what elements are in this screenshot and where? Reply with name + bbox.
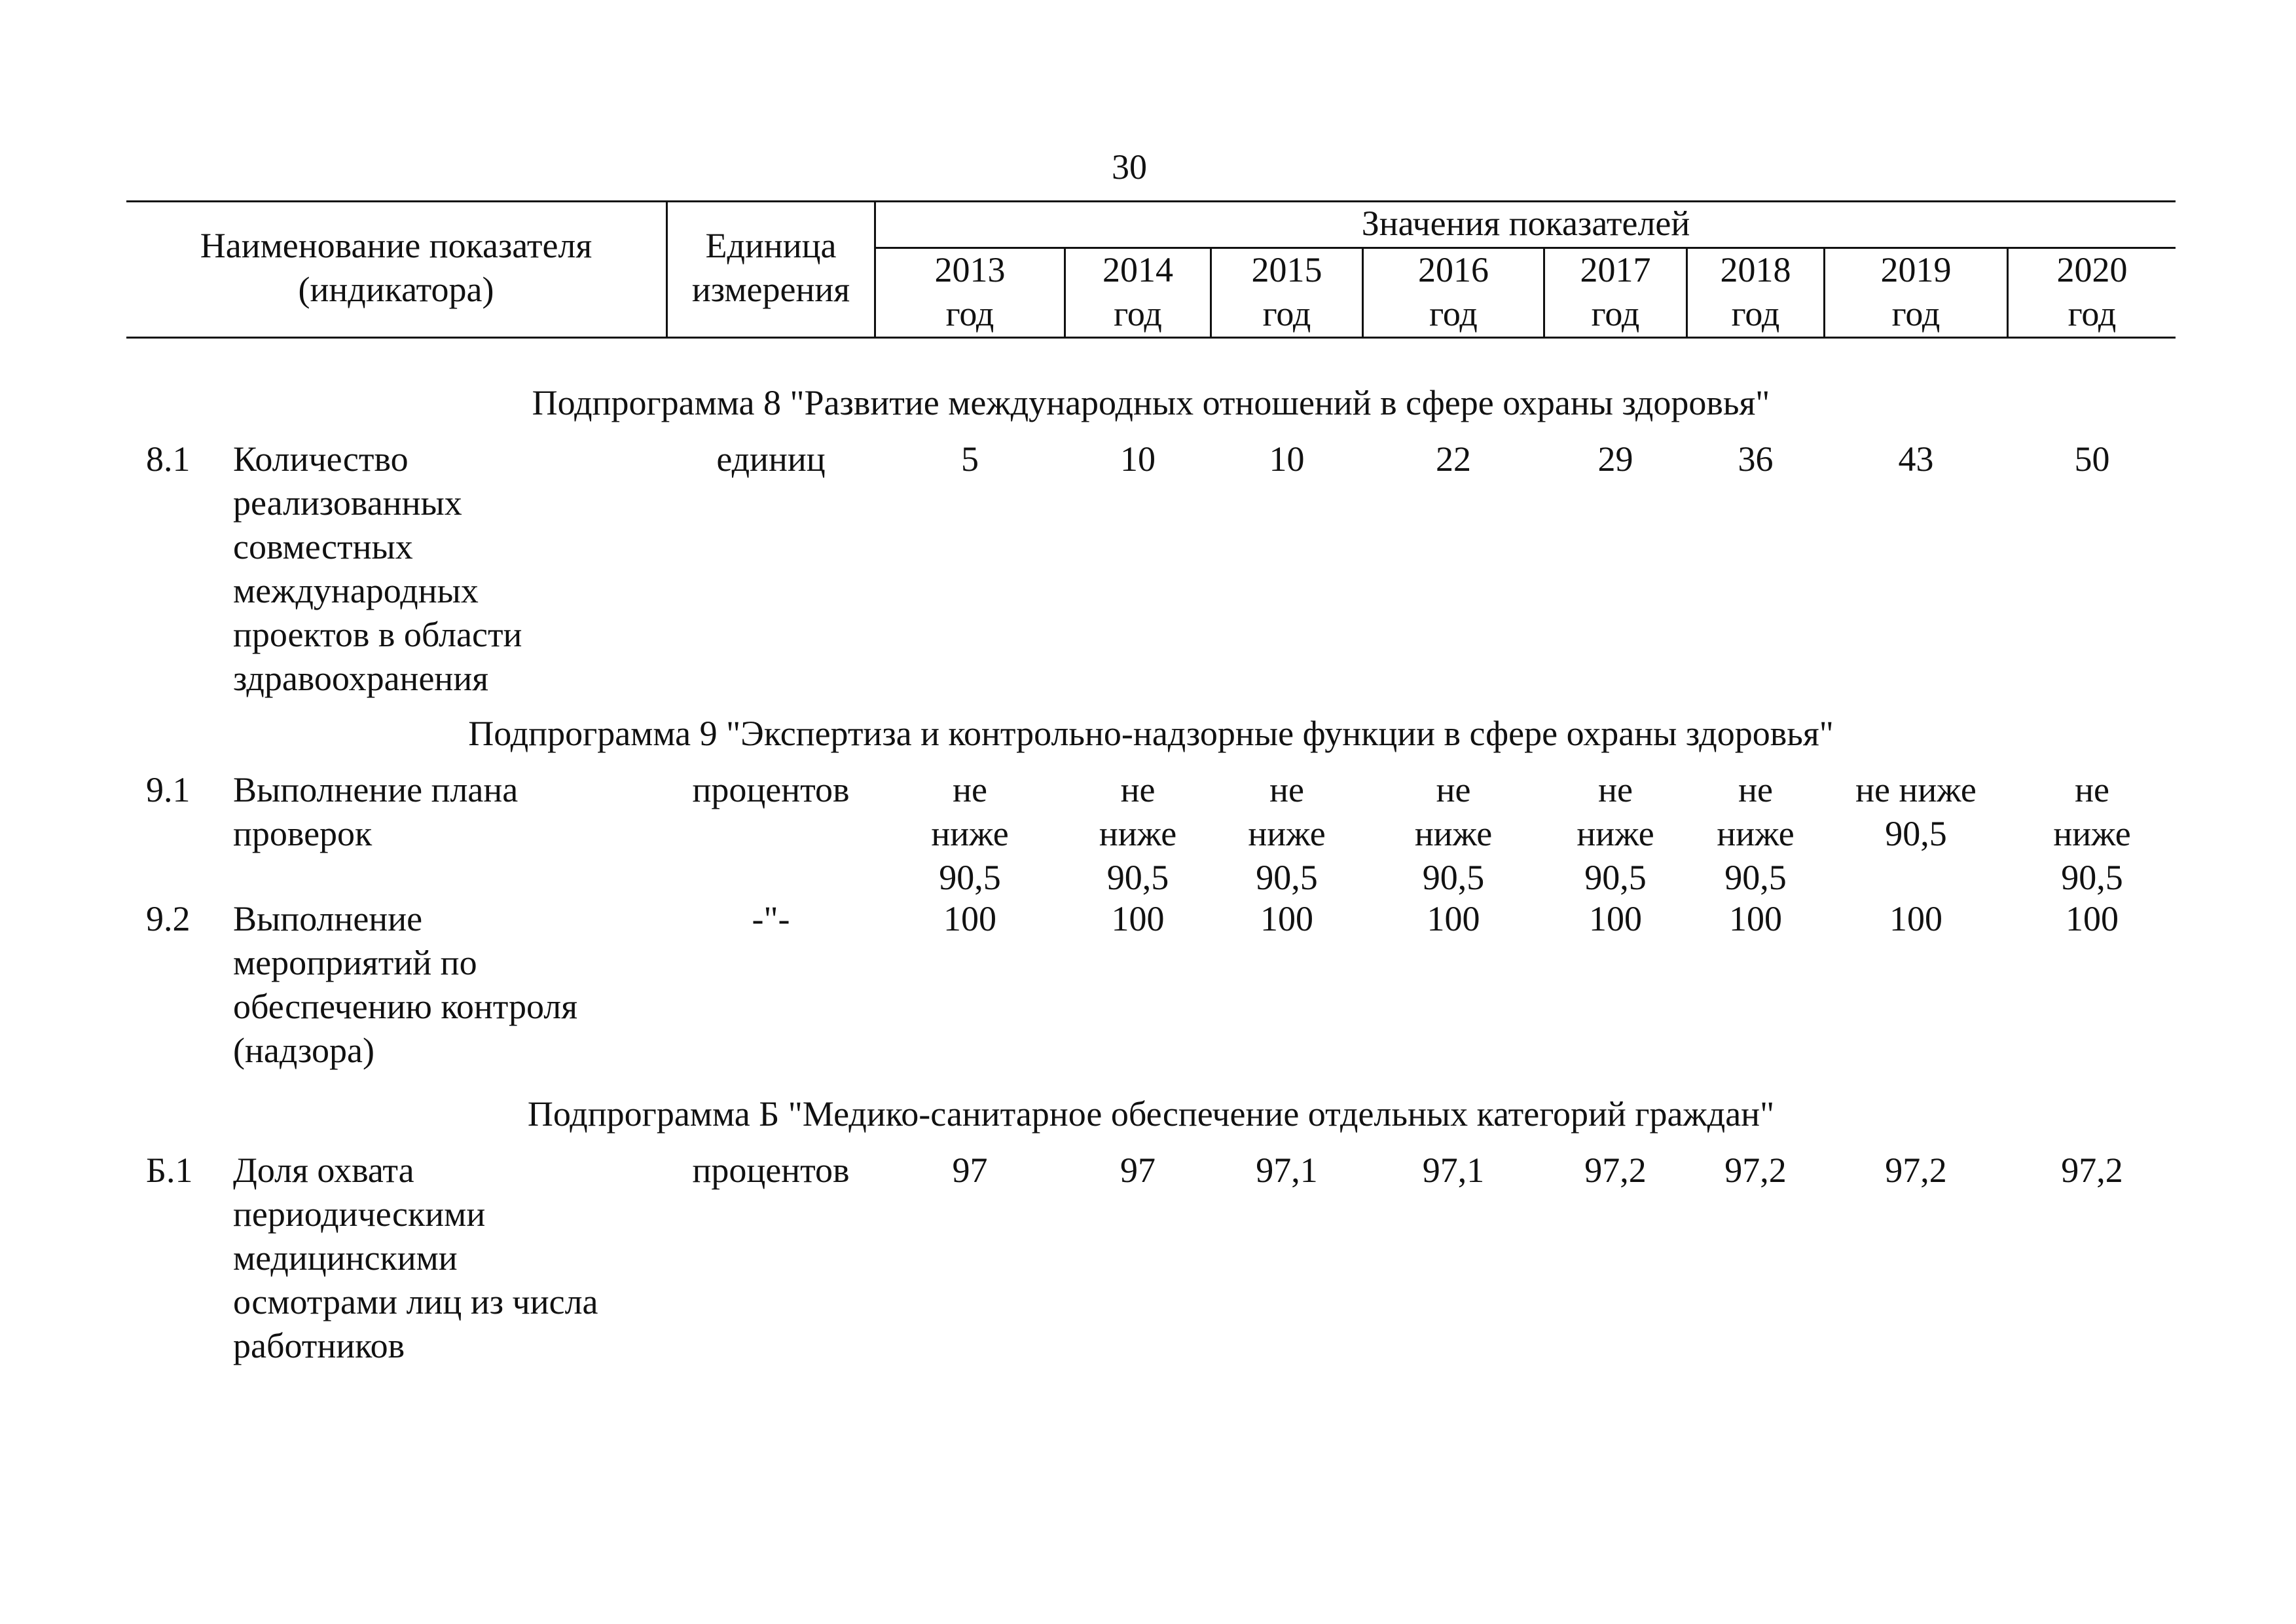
value-line: 97,2 — [1584, 1151, 1647, 1190]
indicator-name-line: Выполнение плана — [233, 770, 519, 809]
unit-cell: процентов — [692, 1151, 850, 1190]
value-cell-2020 — [2009, 437, 2176, 481]
indicator-name-line: совместных — [233, 527, 413, 566]
value-cell-2017 — [1545, 437, 1686, 481]
value-line: 90,5 — [1724, 858, 1787, 897]
year-label: 2016 — [1418, 250, 1489, 289]
value-line: не ниже — [1855, 770, 1977, 809]
value-line: 36 — [1738, 439, 1774, 479]
value-cell-2020 — [2009, 897, 2176, 941]
value-cell-2018 — [1688, 437, 1823, 481]
indicator-name — [233, 1149, 665, 1368]
value-cell-2019 — [1825, 437, 2007, 481]
year-label: 2017 — [1580, 250, 1651, 289]
value-line: 100 — [1260, 899, 1313, 938]
value-line: не — [1738, 770, 1773, 809]
year-word: год — [1262, 294, 1311, 333]
indicator-name-line: проектов в области — [233, 615, 522, 654]
year-word: год — [1591, 294, 1640, 333]
value-cell-2017 — [1545, 1149, 1686, 1192]
year-header-2018 — [1688, 248, 1823, 336]
unit-cell: процентов — [692, 770, 850, 809]
unit-cell: единиц — [716, 439, 826, 479]
value-cell-2018 — [1688, 768, 1823, 900]
value-line: 90,5 — [2061, 858, 2123, 897]
year-header-2013 — [876, 248, 1064, 336]
indicator-name — [233, 768, 665, 856]
value-line: не — [953, 770, 987, 809]
year-word: год — [945, 294, 994, 333]
value-line: 100 — [1729, 899, 1782, 938]
row-number: 9.2 — [146, 899, 191, 938]
header-unit-line: Единица — [705, 226, 837, 265]
value-line: 97 — [1120, 1151, 1156, 1190]
value-line: ниже — [1248, 814, 1326, 853]
value-line: не — [1269, 770, 1304, 809]
value-cell-2019 — [1825, 768, 2007, 856]
indicator-name-line: мероприятий по — [233, 943, 477, 982]
value-cell-2013 — [876, 437, 1064, 481]
indicator-name-line: работников — [233, 1326, 405, 1365]
indicator-name-line: проверок — [233, 814, 373, 853]
value-cell-2015 — [1212, 437, 1362, 481]
year-header-2014 — [1066, 248, 1210, 336]
value-line: 10 — [1269, 439, 1305, 479]
value-cell-2013 — [876, 897, 1064, 941]
year-label: 2019 — [1880, 250, 1952, 289]
header-name-line: Наименование показателя — [200, 226, 592, 265]
indicator-name-line: Доля охвата — [233, 1151, 414, 1190]
unit-cell: -"- — [752, 899, 790, 938]
section-title: Подпрограмма 9 "Экспертиза и контрольно-надзорные функции в сфере охраны здоровья" — [468, 714, 1834, 753]
value-cell-2016 — [1364, 768, 1543, 900]
indicator-name-line: медицинскими — [233, 1238, 458, 1278]
header-unit-line: измерения — [691, 270, 850, 309]
year-word: год — [2068, 294, 2117, 333]
year-word: год — [1731, 294, 1780, 333]
value-line: 90,5 — [1256, 858, 1318, 897]
row-number: Б.1 — [146, 1151, 193, 1190]
value-cell-2015 — [1212, 1149, 1362, 1192]
value-line: 97,1 — [1422, 1151, 1485, 1190]
value-cell-2019 — [1825, 1149, 2007, 1192]
header-values-title: Значения показателей — [1361, 204, 1690, 243]
value-line: не — [1120, 770, 1156, 809]
value-cell-2018 — [1688, 897, 1823, 941]
indicator-name-line: осмотрами лиц из числа — [233, 1282, 598, 1321]
value-line: 100 — [1427, 899, 1480, 938]
value-line: 100 — [1889, 899, 1942, 938]
indicator-name-line: Количество — [233, 439, 409, 479]
year-word: год — [1114, 294, 1162, 333]
value-cell-2014 — [1066, 1149, 1210, 1192]
header-bottom-rule — [126, 337, 2176, 339]
value-line: 90,5 — [1584, 858, 1647, 897]
value-line: 97 — [952, 1151, 988, 1190]
row-number: 9.1 — [146, 770, 191, 809]
value-line: 97,2 — [2061, 1151, 2123, 1190]
value-line: 90,5 — [1885, 814, 1947, 853]
value-line: ниже — [1717, 814, 1795, 853]
value-cell-2019 — [1825, 897, 2007, 941]
year-header-2017 — [1545, 248, 1686, 336]
year-label: 2014 — [1102, 250, 1173, 289]
year-label: 2020 — [2056, 250, 2128, 289]
value-line: не — [2075, 770, 2109, 809]
section-title: Подпрограмма Б "Медико-санитарное обеспечение отдельных категорий граждан" — [527, 1094, 1775, 1134]
value-cell-2015 — [1212, 768, 1362, 900]
value-cell-2016 — [1364, 897, 1543, 941]
year-label: 2015 — [1251, 250, 1322, 289]
value-line: 90,5 — [1422, 858, 1485, 897]
value-cell-2016 — [1364, 1149, 1543, 1192]
value-line: 43 — [1898, 439, 1934, 479]
value-cell-2014 — [1066, 437, 1210, 481]
value-line: 29 — [1597, 439, 1633, 479]
value-line: ниже — [931, 814, 1009, 853]
value-line: ниже — [1414, 814, 1493, 853]
value-line: не — [1598, 770, 1633, 809]
indicator-name-line: периодическими — [233, 1194, 486, 1234]
header-unit-col — [668, 224, 874, 312]
indicator-name — [233, 437, 665, 701]
indicator-name-line: реализованных — [233, 483, 462, 523]
value-line: ниже — [2053, 814, 2131, 853]
value-cell-2013 — [876, 1149, 1064, 1192]
value-cell-2016 — [1364, 437, 1543, 481]
year-label: 2018 — [1720, 250, 1791, 289]
value-line: 5 — [961, 439, 979, 479]
year-word: год — [1891, 294, 1941, 333]
header-name-col — [126, 224, 666, 312]
value-line: 10 — [1120, 439, 1156, 479]
value-line: 22 — [1436, 439, 1471, 479]
value-cell-2018 — [1688, 1149, 1823, 1192]
page-number: 30 — [1112, 147, 1147, 187]
indicator-name — [233, 897, 665, 1073]
year-header-2020 — [2009, 248, 2176, 336]
value-line: 100 — [1589, 899, 1642, 938]
value-line: 90,5 — [1106, 858, 1169, 897]
indicator-name-line: международных — [233, 571, 479, 610]
value-line: 97,2 — [1724, 1151, 1787, 1190]
year-header-2015 — [1212, 248, 1362, 336]
year-header-2016 — [1364, 248, 1543, 336]
indicator-name-line: Выполнение — [233, 899, 423, 938]
value-line: не — [1436, 770, 1471, 809]
value-cell-2014 — [1066, 897, 1210, 941]
value-line: 100 — [1111, 899, 1165, 938]
value-line: ниже — [1099, 814, 1177, 853]
row-number: 8.1 — [146, 439, 191, 479]
value-cell-2017 — [1545, 768, 1686, 900]
value-line: ниже — [1576, 814, 1654, 853]
value-cell-2020 — [2009, 768, 2176, 900]
value-cell-2013 — [876, 768, 1064, 900]
year-label: 2013 — [934, 250, 1006, 289]
value-line: 100 — [943, 899, 996, 938]
value-line: 97,1 — [1256, 1151, 1318, 1190]
year-header-2019 — [1825, 248, 2007, 336]
value-cell-2020 — [2009, 1149, 2176, 1192]
indicator-name-line: (надзора) — [233, 1031, 374, 1070]
year-word: год — [1429, 294, 1478, 333]
value-cell-2017 — [1545, 897, 1686, 941]
value-line: 50 — [2074, 439, 2110, 479]
section-title: Подпрограмма 8 "Развитие международных отношений в сфере охраны здоровья" — [532, 383, 1770, 422]
header-name-line: (индикатора) — [298, 270, 494, 309]
value-cell-2015 — [1212, 897, 1362, 941]
value-line: 90,5 — [939, 858, 1001, 897]
value-cell-2014 — [1066, 768, 1210, 900]
indicator-name-line: обеспечению контроля — [233, 987, 578, 1026]
value-line: 100 — [2066, 899, 2119, 938]
indicator-name-line: здравоохранения — [233, 659, 489, 698]
value-line: 97,2 — [1885, 1151, 1947, 1190]
